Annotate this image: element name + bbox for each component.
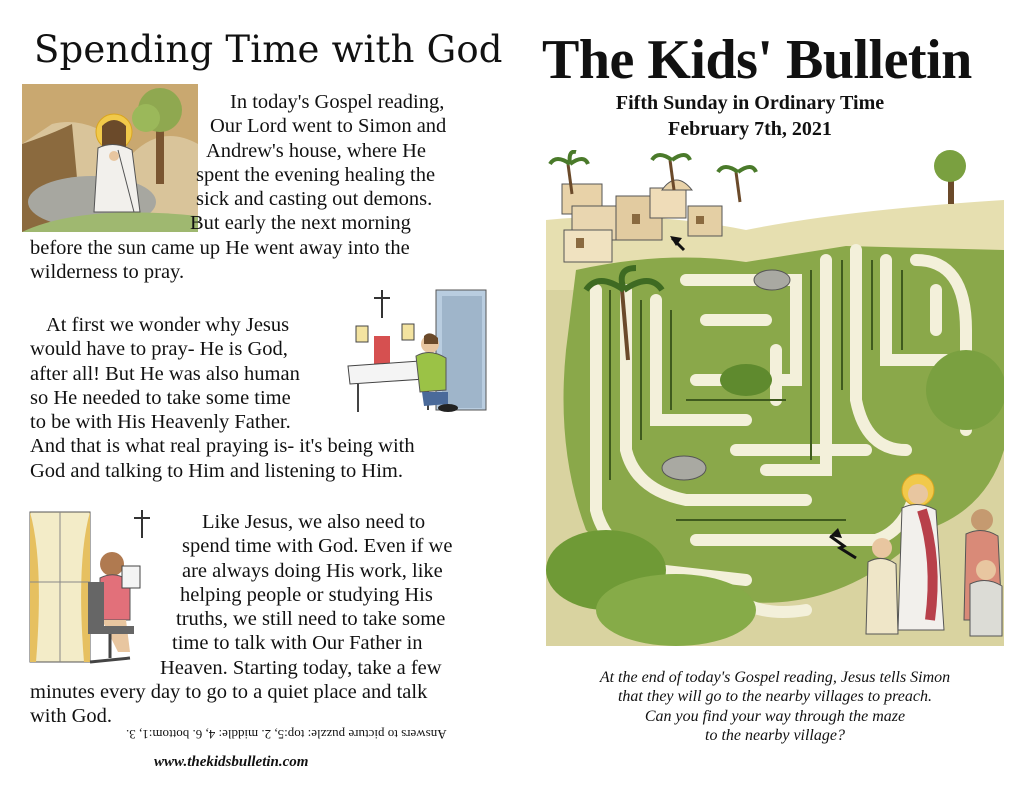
section-title: Spending Time with God <box>34 28 503 71</box>
liturgical-day: Fifth Sunday in Ordinary Time <box>615 92 885 114</box>
maze-caption: At the end of today's Gospel reading, Jesus tells Simon that they will go to the nearby villages to preach. Can you find your way through the maze to the nearby village? <box>599 669 951 745</box>
website-url: www.thekidsbulletin.com <box>154 754 309 770</box>
puzzle-answers: Answers to picture puzzle: top:5, 2. middle: 4, 6. bottom:1, 3. <box>126 727 447 742</box>
tree-icon <box>934 150 966 204</box>
maze-illustration <box>546 150 1004 646</box>
paragraph-1: In today's Gospel reading, Our Lord went to Simon and Andrew's house, where He spent the evening healing the sick and casting out demons. But early the next morning before the sun came up He went away into the wilderness to pray. <box>30 91 447 284</box>
paragraph-3: Like Jesus, we also need to spend time with God. Even if we are always doing His work, like helping people or studying His truths, we still need to take some time to talk with Our Father in Heaven. Starting today, take a few minutes every day to go to a quiet place and talk with God. <box>30 511 453 728</box>
bulletin-date: February 7th, 2021 <box>668 118 832 140</box>
paragraph-2: At first we wonder why Jesus would have to pray- He is God, after all! But He was also human so He needed to take some time to be with His Heavenly Father. And that is what real praying is- it's being with God and talking to Him and listening to Him. <box>30 314 415 482</box>
bulletin-title: The Kids' Bulletin <box>542 29 972 91</box>
